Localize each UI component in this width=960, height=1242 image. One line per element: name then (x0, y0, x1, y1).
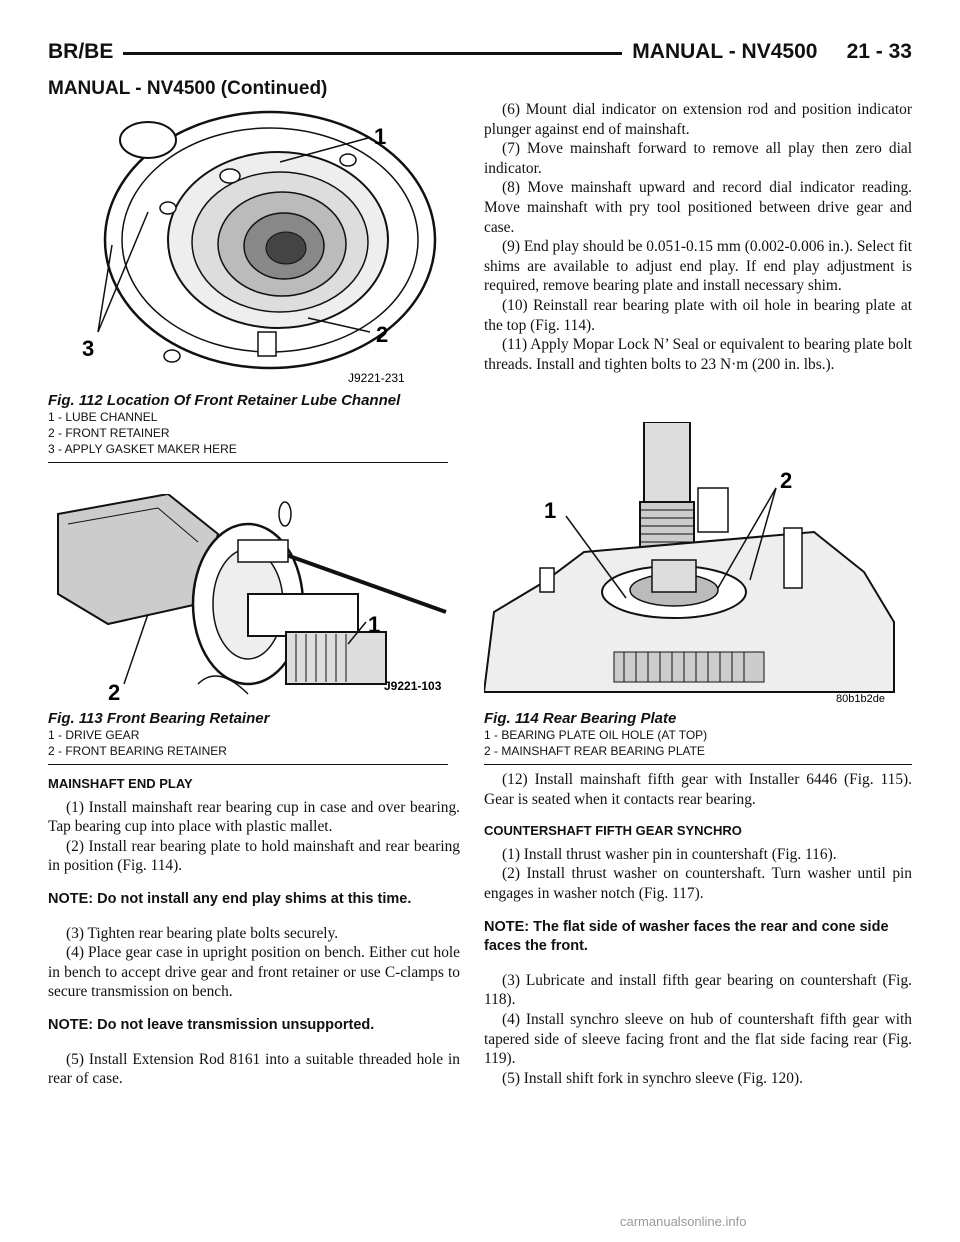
left-column-body (48, 774, 460, 1089)
page-header (48, 40, 912, 70)
right-step-1: (1) Install thrust washer pin in countershaft (Fig. 116). (502, 845, 837, 863)
right-note: NOTE: The flat side of washer faces the rear and cone side faces the front. (484, 918, 889, 955)
mainshaft-end-play-heading: MAINSHAFT END PLAY (48, 776, 193, 791)
fig114-callout-2: 2 (780, 468, 793, 493)
right-column-body (484, 770, 912, 1088)
fig113-callout-2: 2 (108, 680, 121, 705)
front-bearing-retainer-illustration (48, 494, 448, 706)
countershaft-synchro-heading: COUNTERSHAFT FIFTH GEAR SYNCHRO (484, 823, 742, 839)
fig112-code: J9221-231 (348, 371, 405, 385)
figure-114 (484, 422, 912, 765)
header-right: MANUAL - NV4500 21 - 33 (622, 40, 912, 64)
fig114-legend-2: 2 - MAINSHAFT REAR BEARING PLATE (484, 744, 705, 758)
left-step-5: (5) Install Extension Rod 8161 into a suitable threaded hole in rear of case. (48, 1050, 460, 1088)
left-step-2: (2) Install rear bearing plate to hold mainshaft and rear bearing in position (Fig. 114). (48, 837, 460, 875)
right-top-step-7: (7) Move mainshaft forward to remove all play then zero dial indicator. (484, 140, 912, 177)
left-step-4: (4) Place gear case in upright position on bench. Either cut hole in bench to accept drive gear and front retainer or use C-clamps to secure transmission on bench. (48, 944, 460, 1001)
continued-title: MANUAL - NV4500 (Continued) (48, 78, 328, 99)
fig112-legend-3: 3 - APPLY GASKET MAKER HERE (48, 442, 237, 456)
right-top-step-11: (11) Apply Mopar Lock N’ Seal or equivalent to bearing plate bolt threads. Install and tighten bolts to 23 N·m (200 in. lbs.). (484, 336, 912, 373)
figure-112 (48, 100, 448, 463)
rear-bearing-plate-illustration (484, 422, 912, 706)
fig112-rule (48, 462, 448, 463)
front-retainer-lube-channel-illustration (48, 100, 448, 388)
fig113-rule (48, 764, 448, 765)
fig113-caption: Fig. 113 Front Bearing Retainer (48, 710, 270, 727)
right-step-5: (5) Install shift fork in synchro sleeve (Fig. 120). (502, 1069, 803, 1087)
fig113-legend-1: 1 - DRIVE GEAR (48, 728, 140, 742)
fig112-legend-1: 1 - LUBE CHANNEL (48, 410, 158, 424)
left-step-3: (3) Tighten rear bearing plate bolts securely. (66, 924, 339, 942)
left-note-1: NOTE: Do not install any end play shims at this time. (48, 890, 412, 907)
fig112-callout-2: 2 (376, 322, 389, 347)
right-step-4: (4) Install synchro sleeve on hub of countershaft fifth gear with tapered side of sleeve facing front and the flat side facing rear (Fig. 119). (484, 1010, 912, 1068)
fig112-caption: Fig. 112 Location Of Front Retainer Lube Channel (48, 392, 401, 409)
fig113-code: J9221-103 (384, 679, 442, 693)
left-note-2: NOTE: Do not leave transmission unsupported. (48, 1016, 375, 1033)
left-step-1: (1) Install mainshaft rear bearing cup in case and over bearing. Tap bearing cup into place with plastic mallet. (48, 798, 460, 836)
right-column-top (484, 100, 912, 374)
fig112-callout-1: 1 (374, 124, 387, 149)
fig114-code: 80b1b2de (836, 693, 885, 705)
right-step-3: (3) Lubricate and install fifth gear bearing on countershaft (Fig. 118). (484, 971, 912, 1009)
figure-113 (48, 494, 448, 765)
fig113-legend-2: 2 - FRONT BEARING RETAINER (48, 744, 227, 758)
watermark-link[interactable]: carmanualsonline.info (620, 1214, 747, 1229)
header-left: BR/BE (48, 40, 123, 64)
right-top-step-10: (10) Reinstall rear bearing plate with oil hole in bearing plate at the top (Fig. 114). (484, 296, 912, 334)
right-top-step-8: (8) Move mainshaft upward and record dial indicator reading. Move mainshaft with pry tool positioned between drive gear and case. (484, 179, 912, 236)
fig114-callout-1: 1 (544, 498, 557, 523)
fig112-callout-3: 3 (82, 336, 95, 361)
fig114-rule (484, 764, 912, 765)
right-step-12: (12) Install mainshaft fifth gear with Installer 6446 (Fig. 115). Gear is seated when it contacts rear bearing. (484, 771, 912, 808)
fig114-legend-1: 1 - BEARING PLATE OIL HOLE (AT TOP) (484, 728, 708, 742)
fig114-caption: Fig. 114 Rear Bearing Plate (484, 710, 677, 727)
fig113-callout-1: 1 (368, 612, 381, 637)
right-step-2: (2) Install thrust washer on countershaft. Turn washer until pin engages in washer notch (Fig. 117). (484, 865, 912, 902)
right-top-step-6: (6) Mount dial indicator on extension rod and position indicator plunger against end of mainshaft. (484, 101, 912, 138)
right-top-step-9: (9) End play should be 0.051-0.15 mm (0.002-0.006 in.). Select fit shims are available to adjust end play. If end play adjustment is required, remove bearing plate and install necessary shim. (484, 238, 912, 295)
fig112-legend-2: 2 - FRONT RETAINER (48, 426, 170, 440)
